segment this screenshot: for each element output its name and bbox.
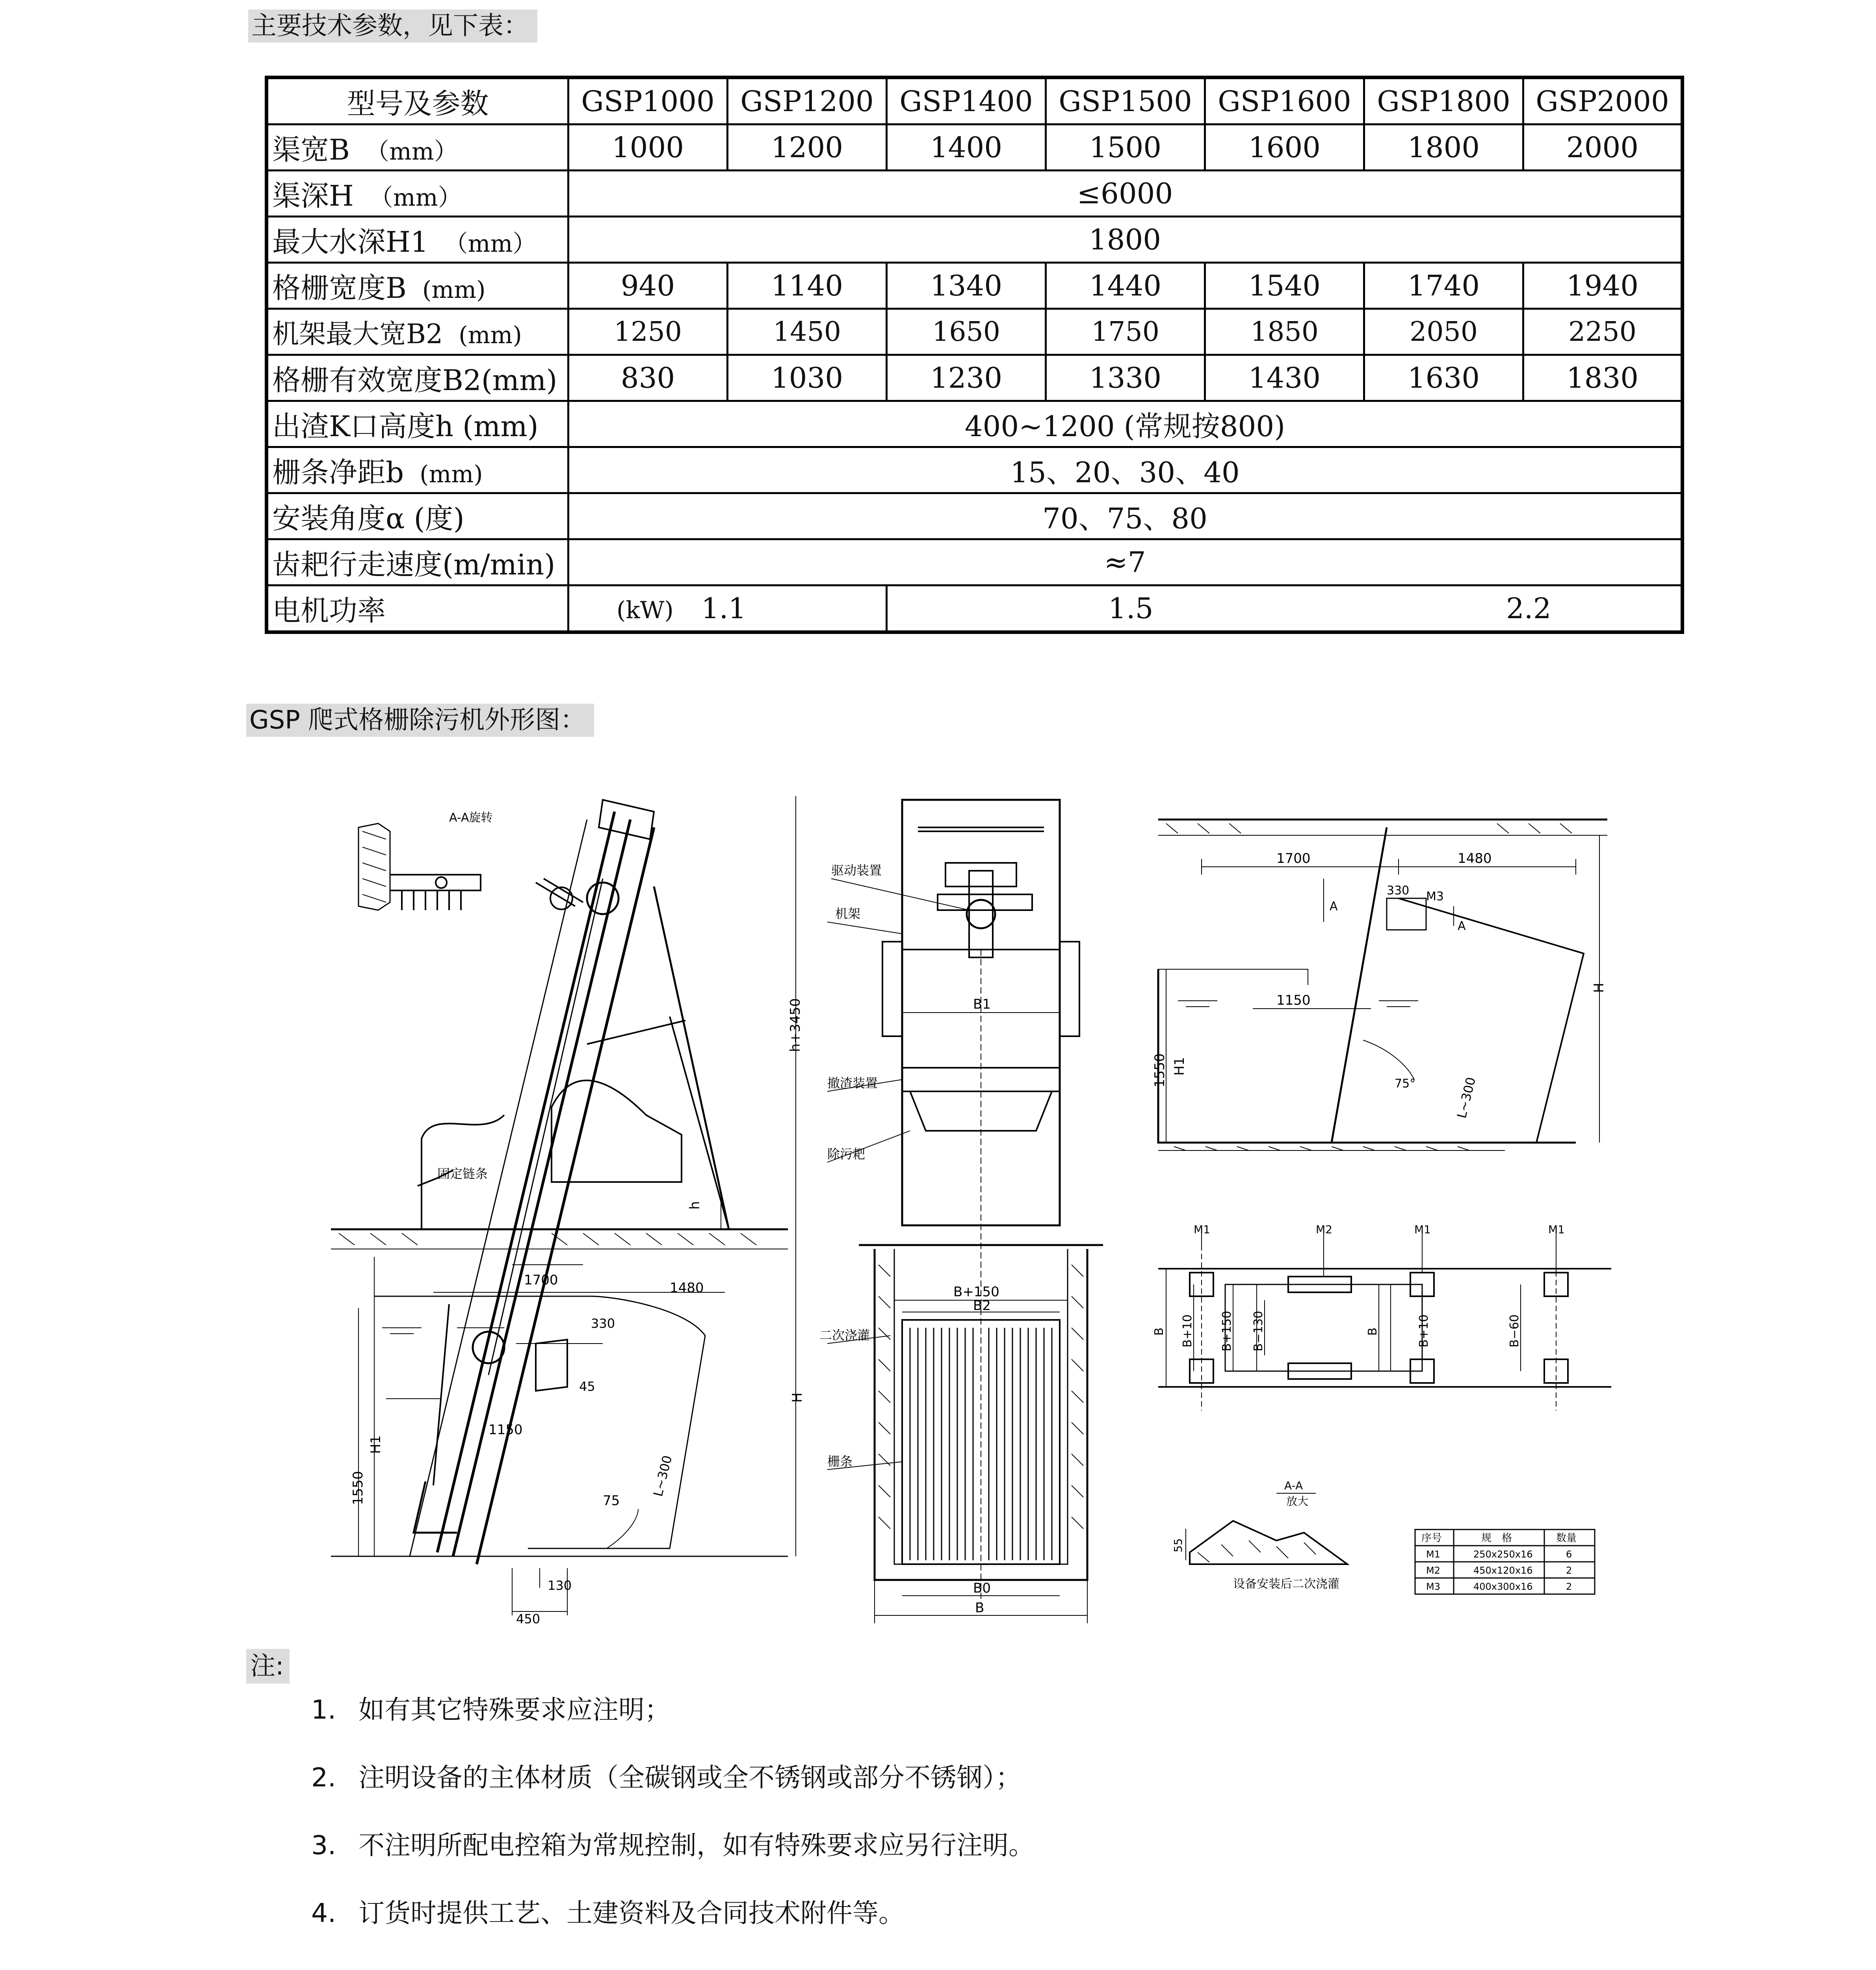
spec-header-model: GSP1500 (1046, 78, 1205, 125)
parts-header-2: 数量 (1556, 1532, 1577, 1544)
spec-row (267, 447, 1683, 493)
spec-cell: 1830 (1523, 355, 1683, 401)
front-bars-label: 栅条 (827, 1454, 853, 1469)
spec-row-unit: (mm) (422, 276, 486, 304)
front-pour-label: 二次浇灌 (819, 1328, 870, 1343)
front-cleaner-label: 撤渣装置 (827, 1076, 878, 1091)
front-view-drawing (812, 792, 1135, 1627)
spec-cell: 1000 (568, 125, 728, 171)
parts-r0-c2: 6 (1566, 1549, 1572, 1560)
spec-merged-cell: 70、75、80 (568, 493, 1683, 539)
power-unit: (kW) (617, 597, 674, 624)
spec-row (267, 217, 1683, 263)
front-rake-label: 除污耙 (827, 1147, 866, 1162)
spec-cell: 1250 (568, 309, 728, 355)
spec-row-label-text: 安装角度α (度) (272, 502, 464, 535)
spec-header-model: GSP1400 (887, 78, 1046, 125)
plan-B: B (1152, 1327, 1166, 1336)
section-L300: L~300 (1454, 1076, 1479, 1120)
spec-row (267, 263, 1683, 309)
section-H1: H1 (1172, 1057, 1187, 1076)
section-view-drawing (1150, 804, 1623, 1182)
spec-row (267, 171, 1683, 217)
spec-row-unit: （mm） (369, 184, 462, 212)
spec-row-label (267, 125, 568, 171)
power-value-2: 1.5 (1108, 592, 1153, 625)
side-fixed-chain: 固定链条 (437, 1166, 488, 1181)
notes-label: 注: (246, 1649, 290, 1684)
detail-aa-drawing (1174, 1474, 1410, 1600)
parts-table (1414, 1529, 1596, 1596)
spec-header-model: GSP1000 (568, 78, 728, 125)
spec-header-model: GSP2000 (1523, 78, 1683, 125)
spec-merged-cell: ≤6000 (568, 171, 1683, 217)
power-value-1: 1.1 (701, 592, 747, 625)
section-H: H (1591, 983, 1607, 993)
plan-M1b: M1 (1414, 1223, 1431, 1236)
section-d1700: 1700 (1276, 851, 1311, 866)
plan-B150: B+150 (1220, 1311, 1234, 1351)
spec-row-unit: （mm） (444, 230, 537, 258)
section-a75: 75° (1395, 1077, 1416, 1091)
note-item (311, 1694, 1035, 1762)
note-number: 1. (311, 1695, 336, 1725)
side-h: h (687, 1201, 703, 1210)
side-d1150: 1150 (489, 1422, 523, 1438)
spec-cell: 1940 (1523, 263, 1683, 309)
parts-r1-c0: M2 (1426, 1565, 1440, 1576)
plan-B10b: B+10 (1417, 1314, 1431, 1347)
section-d330: 330 (1387, 884, 1410, 898)
spec-row-label (267, 263, 568, 309)
spec-cell: 2250 (1523, 309, 1683, 355)
front-B0: B0 (973, 1580, 991, 1596)
spec-cell: 1750 (1046, 309, 1205, 355)
note-text: 如有其它特殊要求应注明； (358, 1695, 671, 1725)
spec-cell: 1140 (728, 263, 887, 309)
spec-cell: 1630 (1364, 355, 1523, 401)
spec-row-label (267, 493, 568, 539)
intro-banner: 主要技术参数，见下表： (248, 9, 537, 43)
parts-header-1: 规 格 (1481, 1532, 1512, 1544)
spec-row-label-text: 机架最大宽B2 (272, 318, 443, 350)
spec-row-label (267, 217, 568, 263)
spec-row (267, 355, 1683, 401)
spec-row-unit: （mm） (365, 138, 458, 165)
plan-B130: B−130 (1252, 1311, 1265, 1351)
spec-row-unit: (mm) (420, 461, 483, 488)
spec-header-label: 型号及参数 (267, 78, 568, 125)
spec-row (267, 401, 1683, 447)
side-d1550: 1550 (350, 1471, 366, 1505)
section-M3: M3 (1426, 890, 1444, 903)
side-h3450: h+3450 (788, 998, 803, 1052)
note-item (311, 1830, 1035, 1898)
plan-Bc: B (1366, 1327, 1380, 1336)
spec-header-model: GSP1600 (1205, 78, 1364, 125)
spec-row-label (267, 585, 568, 632)
spec-cell: 1340 (887, 263, 1046, 309)
side-view-drawing (331, 784, 819, 1626)
section-A1: A (1330, 900, 1338, 913)
note-text: 不注明所配电控箱为常规控制，如有特殊要求应另行注明。 (358, 1830, 1035, 1860)
spec-row-label-text: 格栅有效宽度B2(mm) (272, 364, 557, 397)
spec-cell: 1430 (1205, 355, 1364, 401)
notes-list (311, 1694, 1035, 1965)
spec-cell: 1800 (1364, 125, 1523, 171)
spec-header-row (267, 78, 1683, 125)
spec-merged-cell: 400~1200 (常规按800) (568, 401, 1683, 447)
spec-cell: 1740 (1364, 263, 1523, 309)
spec-row (267, 125, 1683, 171)
side-d1700: 1700 (524, 1272, 558, 1288)
side-H: H (789, 1392, 805, 1403)
section-d1150: 1150 (1276, 992, 1311, 1008)
spec-cell: 830 (568, 355, 728, 401)
front-B1: B1 (973, 996, 991, 1012)
spec-cell: 1230 (887, 355, 1046, 401)
spec-cell: 1600 (1205, 125, 1364, 171)
spec-cell: 1540 (1205, 263, 1364, 309)
spec-cell: 1450 (728, 309, 887, 355)
side-H1: H1 (368, 1435, 384, 1454)
parts-header-0: 序号 (1421, 1532, 1442, 1544)
spec-row-label-text: 渠深H (272, 179, 354, 212)
figure-title: GSP 爬式格栅除污机外形图： (246, 704, 594, 737)
detail-d55: 55 (1172, 1538, 1185, 1552)
spec-cell: 2050 (1364, 309, 1523, 355)
spec-row-label-text: 电机功率 (272, 594, 386, 627)
spec-cell: 1650 (887, 309, 1046, 355)
plan-B60: B−60 (1508, 1314, 1521, 1347)
parts-r1-c2: 2 (1566, 1565, 1572, 1576)
spec-row-label (267, 171, 568, 217)
note-text: 注明设备的主体材质（全碳钢或全不锈钢或部分不锈钢）； (358, 1762, 1022, 1793)
spec-cell: 2000 (1523, 125, 1683, 171)
detail-title: A-A (1284, 1479, 1303, 1492)
spec-cell: 1030 (728, 355, 887, 401)
section-d1480: 1480 (1458, 851, 1492, 866)
spec-cell: 1200 (728, 125, 887, 171)
detail-subtitle: 放大 (1286, 1495, 1309, 1508)
front-B2: B2 (973, 1298, 991, 1314)
spec-table (265, 76, 1684, 634)
spec-row-unit: (mm) (459, 321, 522, 349)
parts-r2-c0: M3 (1426, 1581, 1440, 1592)
spec-row-label (267, 309, 568, 355)
spec-row-label (267, 355, 568, 401)
side-d450: 450 (516, 1611, 541, 1626)
plan-M1c: M1 (1548, 1223, 1565, 1236)
side-d130: 130 (548, 1578, 572, 1593)
side-aa-label: A-A旋转 (449, 811, 493, 825)
spec-row (267, 585, 1683, 632)
side-a75: 75 (603, 1493, 620, 1509)
parts-r1-c1: 450x120x16 (1473, 1565, 1533, 1576)
spec-cell: 1440 (1046, 263, 1205, 309)
spec-merged-cell: ≈7 (568, 539, 1683, 585)
side-d1480: 1480 (670, 1280, 704, 1296)
spec-cell: 1500 (1046, 125, 1205, 171)
spec-header-model: GSP1800 (1364, 78, 1523, 125)
spec-row-label (267, 539, 568, 585)
spec-header-model: GSP1200 (728, 78, 887, 125)
spec-cell: 1330 (1046, 355, 1205, 401)
spec-table-body (267, 78, 1683, 632)
parts-r0-c0: M1 (1426, 1549, 1440, 1560)
spec-row-label-text: 格栅宽度B (272, 271, 407, 305)
spec-row-label (267, 401, 568, 447)
spec-row-label-text: 栅条净距b (272, 456, 404, 489)
spec-cell: 1400 (887, 125, 1046, 171)
spec-merged-cell: 1800 (568, 217, 1683, 263)
front-B150: B+150 (953, 1284, 999, 1300)
spec-row-label-text: 齿耙行走速度(m/min) (272, 548, 555, 581)
spec-row (267, 493, 1683, 539)
spec-cell: 1850 (1205, 309, 1364, 355)
front-frame-label: 机架 (835, 906, 861, 921)
spec-row-label-text: 渠宽B (272, 133, 350, 166)
plan-M1a: M1 (1194, 1223, 1210, 1236)
note-item (311, 1762, 1035, 1830)
note-number: 2. (311, 1762, 336, 1793)
note-number: 3. (311, 1830, 336, 1860)
side-d330: 330 (591, 1316, 615, 1331)
spec-cell: 940 (568, 263, 728, 309)
section-d1550: 1550 (1152, 1053, 1168, 1087)
spec-row-label (267, 447, 568, 493)
front-B: B (975, 1600, 984, 1616)
plan-M2: M2 (1316, 1223, 1332, 1236)
power-cell-1 (568, 585, 887, 632)
parts-r0-c1: 250x250x16 (1473, 1549, 1533, 1560)
note-number: 4. (311, 1898, 336, 1928)
front-drive-label: 驱动装置 (831, 863, 882, 878)
spec-merged-cell: 15、20、30、40 (568, 447, 1683, 493)
note-text: 订货时提供工艺、土建资料及合同技术附件等。 (358, 1898, 905, 1928)
power-value-3: 2.2 (1506, 592, 1551, 625)
side-d45: 45 (579, 1379, 595, 1394)
power-cell-2 (887, 585, 1683, 632)
spec-row (267, 309, 1683, 355)
spec-row-label-text: 最大水深H1 (272, 225, 429, 258)
section-A2: A (1458, 919, 1466, 933)
parts-r2-c2: 2 (1566, 1581, 1572, 1592)
note-item (311, 1898, 1035, 1965)
side-L300: L~300 (650, 1454, 675, 1498)
plan-view-drawing (1150, 1221, 1623, 1442)
spec-row-label-text: 出渣K口高度h (mm) (272, 410, 539, 443)
spec-row (267, 539, 1683, 585)
plan-B10a: B+10 (1181, 1314, 1194, 1347)
detail-caption: 设备安装后二次浇灌 (1233, 1577, 1339, 1591)
parts-r2-c1: 400x300x16 (1473, 1581, 1533, 1592)
